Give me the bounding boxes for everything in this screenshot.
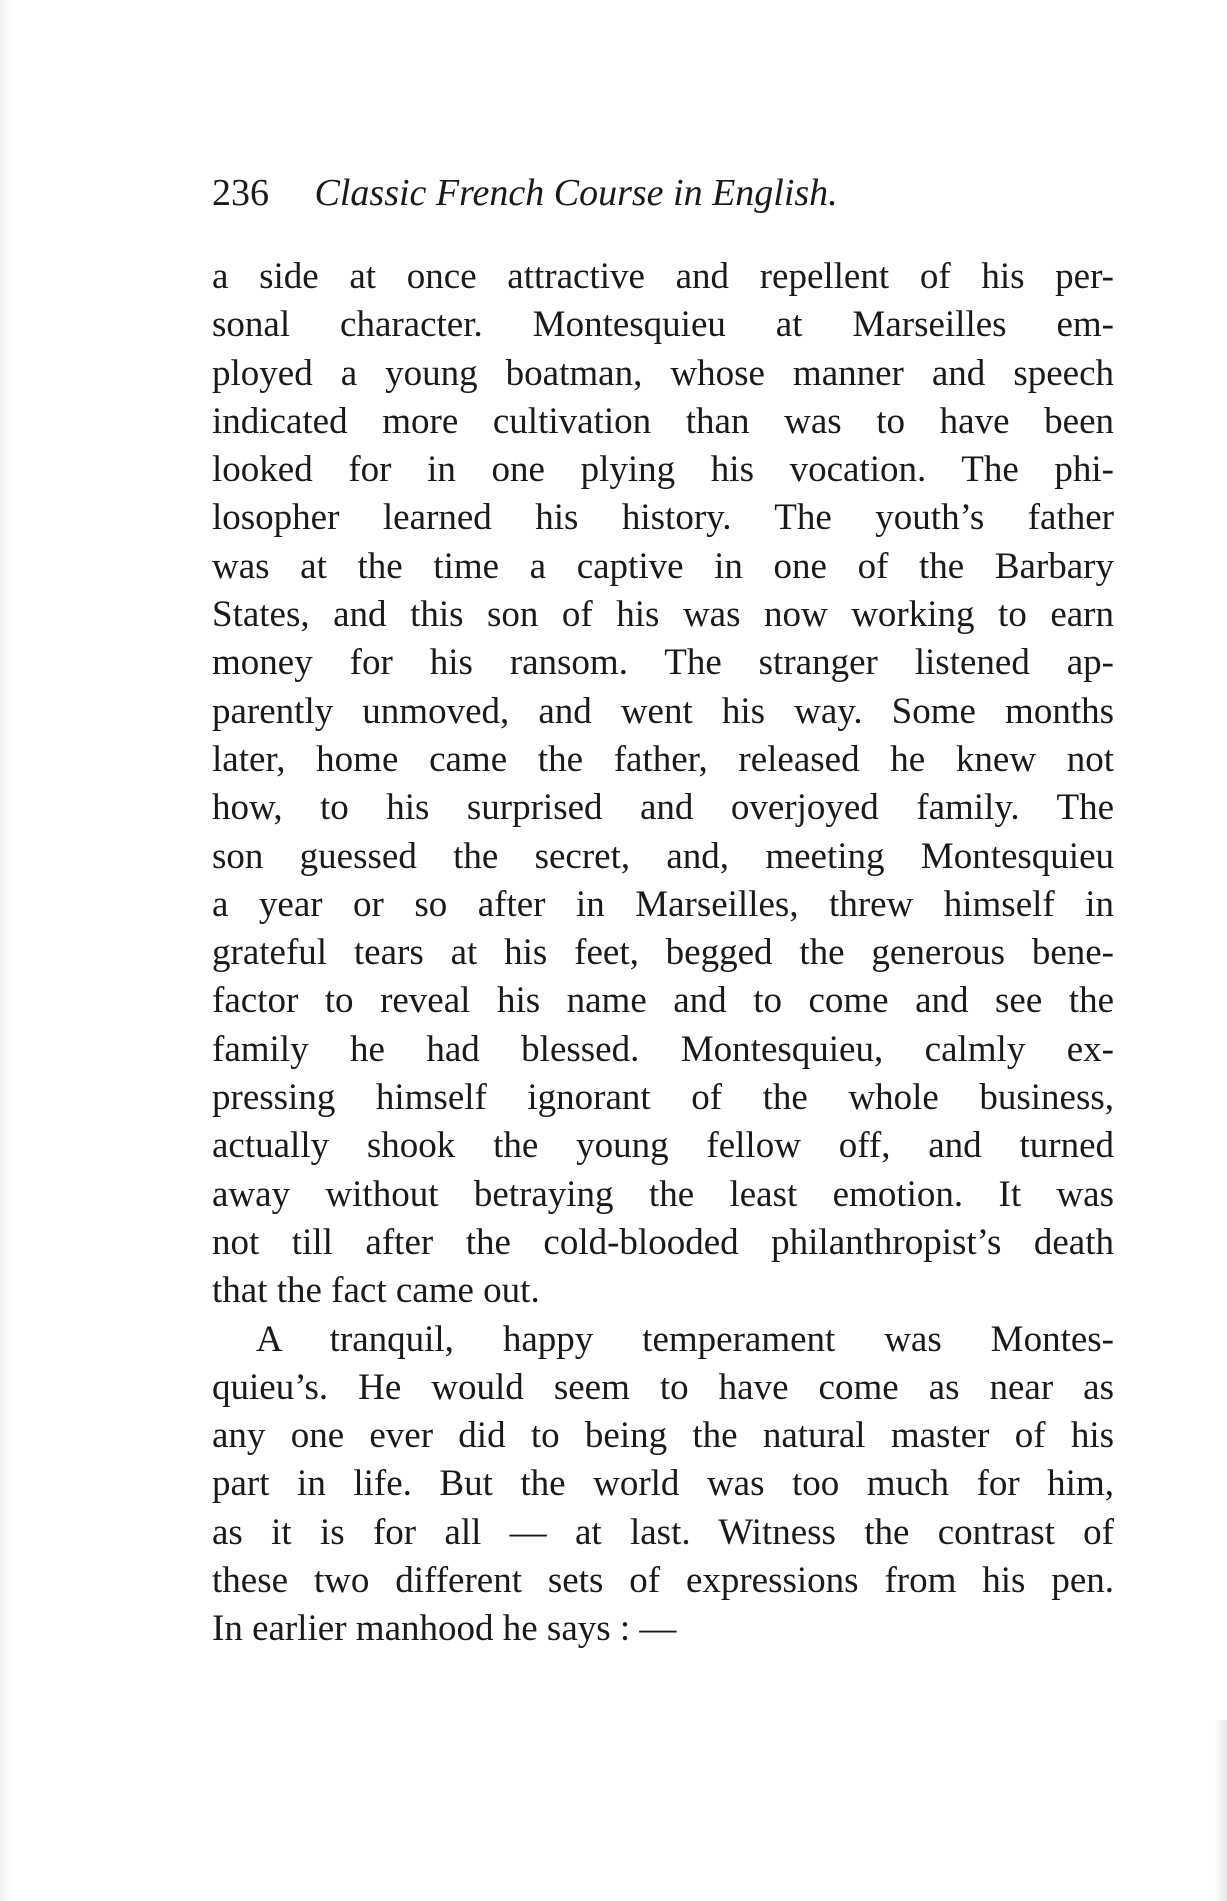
body-text xyxy=(212,253,1114,1654)
text-line: these two different sets of expressions from his pen. xyxy=(212,1560,1114,1602)
text-line: sonal character. Montesquieu at Marseilles em- xyxy=(212,304,1114,346)
text-line: not till after the cold-blooded philanthropist’s death xyxy=(212,1221,1114,1263)
text-line: States, and this son of his was now working to earn xyxy=(212,594,1114,636)
text-line: later, home came the father, released he knew not xyxy=(212,738,1114,780)
text-line: grateful tears at his feet, begged the generous bene- xyxy=(212,932,1114,974)
text-line: actually shook the young fellow off, and turned xyxy=(212,1125,1114,1167)
page-number: 236 xyxy=(212,172,269,214)
text-line: parently unmoved, and went his way. Some months xyxy=(212,690,1114,732)
text-line: factor to reveal his name and to come and see the xyxy=(212,980,1114,1022)
text-line: a side at once attractive and repellent of his per- xyxy=(212,256,1114,297)
text-line: son guessed the secret, and, meeting Montesquieu xyxy=(212,835,1114,877)
text-line: a year or so after in Marseilles, threw himself in xyxy=(212,883,1114,925)
page-edge-shadow-left xyxy=(0,0,14,1901)
text-line: quieu’s. He would seem to have come as near as xyxy=(212,1366,1114,1408)
paragraph-end-line: In earlier manhood he says : — xyxy=(212,1608,677,1650)
paragraph-start-line: A tranquil, happy temperament was Montes- xyxy=(256,1318,1114,1360)
text-line: indicated more cultivation than was to have been xyxy=(212,400,1114,442)
text-line: pressing himself ignorant of the whole business, xyxy=(212,1077,1114,1119)
text-line: any one ever did to being the natural master of his xyxy=(212,1415,1114,1457)
text-line: looked for in one plying his vocation. The phi- xyxy=(212,449,1114,491)
text-line: ployed a young boatman, whose manner and speech xyxy=(212,352,1114,394)
text-line: away without betraying the least emotion. It was xyxy=(212,1173,1114,1215)
paragraph-end-line: that the fact came out. xyxy=(212,1270,540,1312)
text-line: was at the time a captive in one of the Barbary xyxy=(212,545,1114,587)
text-line: as it is for all — at last. Witness the contrast of xyxy=(212,1511,1114,1553)
text-line: family he had blessed. Montesquieu, calmly ex- xyxy=(212,1028,1114,1070)
text-line: losopher learned his history. The youth’s father xyxy=(212,497,1114,539)
page-edge-shadow-right xyxy=(1215,1720,1227,1901)
running-header xyxy=(212,168,1112,218)
text-line: part in life. But the world was too much for him, xyxy=(212,1463,1114,1505)
text-line: how, to his surprised and overjoyed family. The xyxy=(212,787,1114,829)
running-title: Classic French Course in English. xyxy=(314,172,838,214)
text-line: money for his ransom. The stranger listened ap- xyxy=(212,642,1114,684)
